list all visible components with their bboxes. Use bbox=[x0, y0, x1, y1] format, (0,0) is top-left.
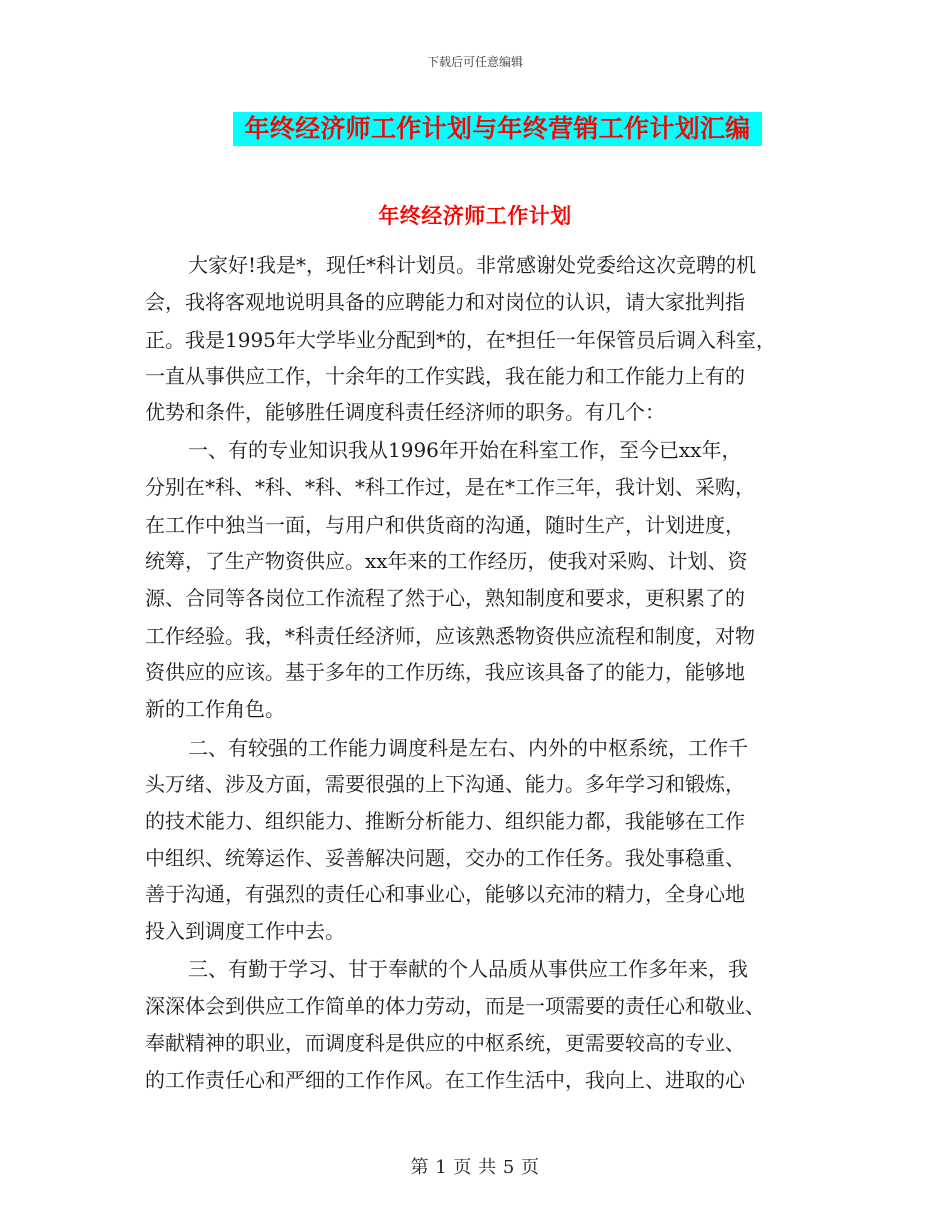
paragraph-line: 头万绪、涉及方面，需要很强的上下沟通、能力。多年学习和锻炼， bbox=[145, 772, 745, 796]
header-note: 下载后可任意编辑 bbox=[426, 55, 523, 69]
paragraph-line: 优势和条件，能够胜任调度科责任经济师的职务。有几个： bbox=[145, 400, 665, 424]
page-number-footer: 第 1 页 共 5 页 bbox=[410, 1157, 540, 1178]
paragraph-line: 分别在*科、*科、*科、*科工作过，是在*工作三年，我计划、采购， bbox=[145, 475, 755, 499]
section-title: 年终经济师工作计划 bbox=[378, 203, 572, 228]
document-main-title: 年终经济师工作计划与年终营销工作计划汇编 bbox=[233, 112, 762, 146]
paragraph-line: 新的工作角色。 bbox=[145, 697, 285, 721]
paragraph-line: 奉献精神的职业，而调度科是供应的中枢系统，更需要较高的专业、 bbox=[145, 1031, 745, 1055]
paragraph-line: 善于沟通，有强烈的责任心和事业心，能够以充沛的精力，全身心地 bbox=[145, 882, 745, 906]
paragraph-line: 资供应的应该。基于多年的工作历练，我应该具备了的能力，能够地 bbox=[145, 660, 745, 684]
paragraph-line: 的工作责任心和严细的工作作风。在工作生活中，我向上、进取的心 bbox=[145, 1068, 745, 1092]
paragraph-line: 源、合同等各岗位工作流程了然于心，熟知制度和要求，更积累了的 bbox=[145, 586, 745, 610]
paragraph-line: 工作经验。我，*科责任经济师，应该熟悉物资供应流程和制度，对物 bbox=[145, 624, 755, 648]
paragraph-line: 三、有勤于学习、甘于奉献的个人品质从事供应工作多年来，我 bbox=[188, 957, 748, 981]
paragraph-line: 深深体会到供应工作简单的体力劳动，而是一项需要的责任心和敬业、 bbox=[145, 994, 765, 1018]
paragraph-line: 二、有较强的工作能力调度科是左右、内外的中枢系统，工作千 bbox=[188, 736, 748, 760]
paragraph-line: 在工作中独当一面，与用户和供货商的沟通，随时生产，计划进度， bbox=[145, 513, 745, 537]
paragraph-line: 一直从事供应工作，十余年的工作实践，我在能力和工作能力上有的 bbox=[145, 364, 745, 388]
paragraph-line: 投入到调度工作中去。 bbox=[145, 919, 345, 943]
paragraph-line: 正。我是1995年大学毕业分配到*的，在*担任一年保管员后调入科室， bbox=[145, 328, 776, 352]
paragraph-line: 会，我将客观地说明具备的应聘能力和对岗位的认识，请大家批判指 bbox=[145, 290, 745, 314]
paragraph-line: 一、有的专业知识我从1996年开始在科室工作，至今已xx年， bbox=[188, 438, 742, 462]
paragraph-line: 统筹，了生产物资供应。xx年来的工作经历，使我对采购、计划、资 bbox=[145, 549, 748, 573]
paragraph-line: 大家好!我是*，现任*科计划员。非常感谢处党委给这次竞聘的机 bbox=[188, 253, 757, 277]
paragraph-line: 中组织、统筹运作、妥善解决问题，交办的工作任务。我处事稳重、 bbox=[145, 846, 745, 870]
paragraph-line: 的技术能力、组织能力、推断分析能力、组织能力都，我能够在工作 bbox=[145, 809, 745, 833]
